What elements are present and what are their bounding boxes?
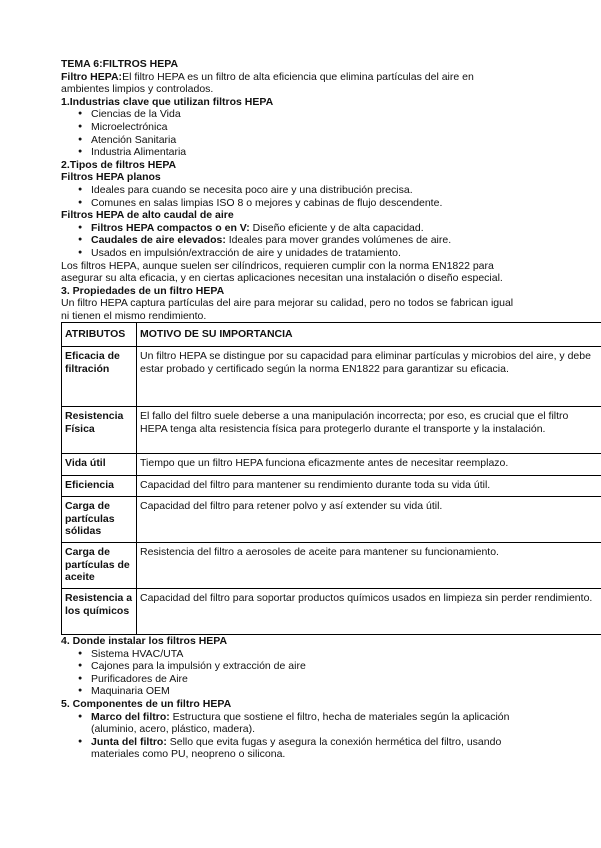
description-cell: Resistencia del filtro a aerosoles de aceite para mantener su funcionamiento. — [137, 543, 601, 589]
section-5-heading: 5. Componentes de un filtro HEPA — [61, 698, 232, 711]
item-label: Filtros HEPA compactos o en V: — [91, 221, 250, 234]
list-item: ● Cajones para la impulsión y extracción de aire — [91, 660, 540, 673]
table-row — [62, 347, 601, 407]
item-label: Marco del filtro: — [91, 710, 170, 723]
item-label: Caudales de aire elevados: — [91, 234, 226, 247]
table-row — [62, 589, 601, 635]
list-item — [91, 222, 540, 235]
list-item: ● Sistema HVAC/UTA — [91, 648, 540, 661]
header-cell-attributes: ATRIBUTOS — [62, 323, 137, 347]
table-row — [62, 454, 601, 476]
document-title: TEMA 6:FILTROS HEPA — [61, 58, 179, 70]
item-text: Sello que evita fugas y asegura la conexión hermética del filtro, usando materiales como PU, neopreno o silicona. — [91, 735, 502, 761]
list-item: ● Ciencias de la Vida — [91, 108, 540, 121]
item-text: Ideales para mover grandes volúmenes de aire. — [225, 234, 452, 247]
section-3-paragraph-cont: ni tienen el mismo rendimiento. — [61, 309, 207, 322]
subheading-planos: Filtros HEPA planos — [61, 171, 161, 184]
list-item: ● Ideales para cuando se necesita poco aire y una distribución precisa. — [91, 184, 540, 197]
install-locations-list — [61, 648, 540, 698]
list-item: ● Industria Alimentaria — [91, 146, 540, 159]
item-text: Estructura que sostiene el filtro, hecha de materiales según la aplicación (aluminio, acero, plástico, madera). — [91, 710, 510, 736]
description-cell: Capacidad del filtro para retener polvo y así extender su vida útil. — [137, 497, 601, 543]
attribute-cell: Resistencia Física — [62, 407, 137, 454]
table-header-row — [62, 323, 601, 347]
list-item: ● Maquinaria OEM — [91, 685, 540, 698]
list-item: ● Purificadores de Aire — [91, 673, 540, 686]
subheading-alto-caudal: Filtros HEPA de alto caudal de aire — [61, 209, 234, 222]
table-row — [62, 476, 601, 497]
table-row — [62, 543, 601, 589]
list-item — [91, 711, 540, 736]
section-4-heading: 4. Donde instalar los filtros HEPA — [61, 635, 228, 648]
list-item — [91, 234, 540, 247]
attribute-cell: Vida útil — [62, 454, 137, 476]
description-cell: Capacidad del filtro para soportar productos químicos usados en limpieza sin perder rendimiento. — [137, 589, 601, 635]
item-label: Junta del filtro: — [91, 735, 167, 748]
item-text: Diseño eficiente y de alta capacidad. — [249, 221, 424, 234]
section-3-heading: 3. Propiedades de un filtro HEPA — [61, 284, 225, 297]
intro-paragraph — [61, 71, 540, 84]
components-list — [61, 711, 540, 761]
list-item: ● Comunes en salas limpias ISO 8 o mejores y cabinas de flujo descendente. — [91, 197, 540, 210]
properties-table — [61, 322, 601, 635]
intro-paragraph-cont: ambientes limpios y controlados. — [61, 83, 214, 96]
planos-list — [61, 184, 540, 209]
attribute-cell: Eficiencia — [62, 476, 137, 497]
section-3-paragraph: Un filtro HEPA captura partículas del aire para mejorar su calidad, pero no todos se fabrican igual — [61, 297, 514, 310]
section-1-heading: 1.Industrias clave que utilizan filtros HEPA — [61, 95, 274, 108]
intro-label: Filtro HEPA: — [61, 70, 123, 83]
section-2-paragraph-cont: asegurar su alta eficacia, y en ciertas aplicaciones necesitan una instalación o diseño especial. — [61, 272, 503, 285]
attribute-cell: Carga de partículas de aceite — [62, 543, 137, 589]
description-cell: El fallo del filtro suele deberse a una manipulación incorrecta; por eso, es crucial que el filtro HEPA tenga alta resistencia física para protegerlo durante el transporte y la instalación. — [137, 407, 601, 454]
section-2-paragraph: Los filtros HEPA, aunque suelen ser cilíndricos, requieren cumplir con la norma EN1822 para — [61, 259, 494, 272]
header-cell-importance: MOTIVO DE SU IMPORTANCIA — [137, 323, 601, 347]
item-text: Usados en impulsión/extracción de aire y unidades de tratamiento. — [91, 246, 401, 259]
description-cell: Tiempo que un filtro HEPA funciona eficazmente antes de necesitar reemplazo. — [137, 454, 601, 476]
industries-list — [61, 108, 540, 158]
attribute-cell: Eficacia de filtración — [62, 347, 137, 407]
section-2-heading: 2.Tipos de filtros HEPA — [61, 158, 177, 171]
attribute-cell: Carga de partículas sólidas — [62, 497, 137, 543]
table-row — [62, 497, 601, 543]
description-cell: Un filtro HEPA se distingue por su capacidad para eliminar partículas y microbios del aire, y debe estar probado y certificado según la norma EN1822 para garantizar su eficacia. — [137, 347, 601, 407]
alto-caudal-list — [61, 222, 540, 260]
list-item — [91, 736, 540, 761]
attribute-cell: Resistencia a los químicos — [62, 589, 137, 635]
list-item — [91, 247, 540, 260]
table-row — [62, 407, 601, 454]
intro-text: El filtro HEPA es un filtro de alta eficiencia que elimina partículas del aire en — [122, 70, 474, 83]
list-item: ● Atención Sanitaria — [91, 134, 540, 147]
description-cell: Capacidad del filtro para mantener su rendimiento durante toda su vida útil. — [137, 476, 601, 497]
list-item: ● Microelectrónica — [91, 121, 540, 134]
